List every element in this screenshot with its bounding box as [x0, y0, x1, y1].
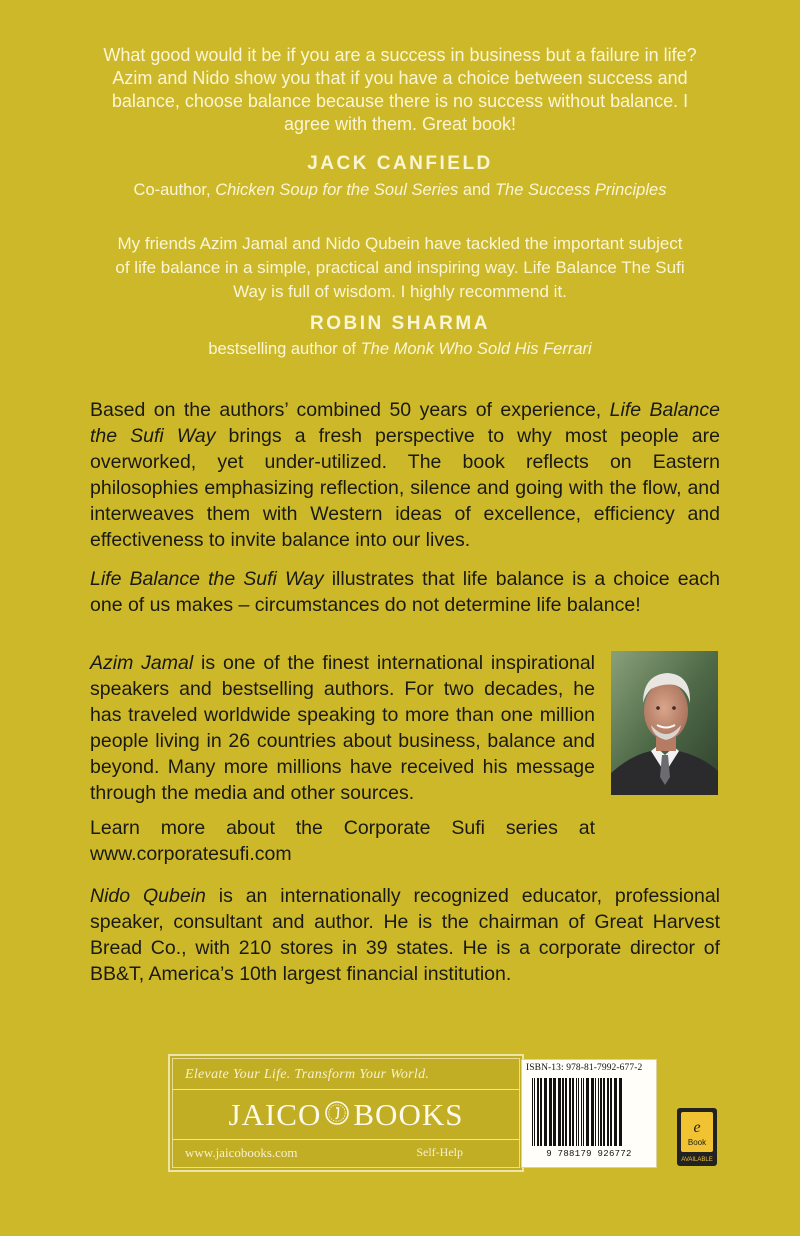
book-title: Life Balance the Sufi Way	[90, 399, 720, 447]
barcode-bar	[576, 1078, 577, 1146]
description-paragraph-2	[90, 566, 720, 618]
role-prefix: Co-author,	[133, 181, 216, 199]
ebook-letter: e	[693, 1119, 701, 1136]
publisher-logo-box	[172, 1058, 520, 1168]
barcode-bar	[610, 1078, 612, 1146]
description-lead: Based on the authors’ combined 50 years of experience,	[90, 399, 610, 421]
role-prefix: bestselling author of	[208, 340, 361, 358]
author-bio-text: is one of the finest international inspirational speakers and bestselling authors. For two decades, he has traveled worldwide speaking to more than one million people living in 26 countries about business, balance and beyond. Many more millions have received his message through the media and other sources.	[90, 652, 595, 804]
barcode-bar	[600, 1078, 602, 1146]
barcode-bar	[603, 1078, 605, 1146]
description-paragraph-1	[90, 397, 720, 553]
barcode-bar	[595, 1078, 596, 1146]
learn-more-text: Learn more about the Corporate Sufi series at www.corporatesufi.com	[90, 817, 595, 865]
author-photo	[611, 651, 718, 795]
divider	[173, 1089, 519, 1090]
barcode-bar	[581, 1078, 582, 1146]
barcode-bar	[598, 1078, 599, 1146]
endorser-role-1	[0, 181, 800, 200]
barcode-digits: 9 788179 926772	[546, 1149, 632, 1159]
barcode-bar	[619, 1078, 622, 1146]
barcode-bar	[583, 1078, 584, 1146]
barcode-bar	[537, 1078, 539, 1146]
ebook-status: AVAILABLE	[681, 1157, 713, 1163]
isbn-label: ISBN-13: 978-81-7992-677-2	[526, 1063, 643, 1073]
barcode-bar	[558, 1078, 561, 1146]
author-name: Nido Qubein	[90, 885, 206, 907]
author-bio-text: is an internationally recognized educator, professional speaker, consultant and author. He is the chairman of Great Harvest Bread Co., with 210 stores in 39 states. He is a corporate director of BB&T, America’s 10th largest financial institution.	[90, 885, 721, 985]
endorser-name-2: ROBIN SHARMA	[310, 313, 490, 334]
divider	[173, 1139, 519, 1140]
barcode-bar	[614, 1078, 617, 1146]
book-category: Self-Help	[416, 1145, 463, 1159]
publisher-tagline: Elevate Your Life. Transform Your World.	[185, 1067, 430, 1082]
publisher-brand	[173, 1095, 519, 1135]
endorser-name-1: JACK CANFIELD	[307, 153, 493, 174]
description-body: brings a fresh perspective to why most people are overworked, yet under-utilized. The book reflects on Eastern philosophies emphasizing reflection, silence and going with the flow, and interweaves them with Western ideas of excellence, efficiency and effectiveness to invite balance into our lives.	[90, 425, 720, 551]
isbn-barcode-box	[521, 1059, 657, 1168]
brand-word: BOOKS	[353, 1097, 464, 1132]
barcode-bar	[591, 1078, 594, 1146]
role-conjunction: and	[458, 181, 495, 199]
barcode-bar	[578, 1078, 579, 1146]
description-body: illustrates that life balance is a choice each one of us makes – circumstances do not determine life balance!	[90, 568, 720, 616]
role-book-title: The Monk Who Sold His Ferrari	[360, 340, 592, 358]
barcode-bar	[586, 1078, 589, 1146]
barcode-bar	[565, 1078, 567, 1146]
barcode-bar	[553, 1078, 556, 1146]
endorser-role-2	[0, 340, 800, 359]
barcode-bar	[572, 1078, 574, 1146]
barcode-bar	[532, 1078, 533, 1146]
barcode-bar	[544, 1078, 547, 1146]
barcode-bar	[569, 1078, 571, 1146]
barcode-graphic	[530, 1078, 648, 1148]
author-bio-azim	[90, 650, 595, 806]
author-bio-nido	[90, 883, 720, 987]
book-title: Life Balance the Sufi Way	[90, 568, 324, 590]
ebook-available-badge	[677, 1108, 717, 1166]
endorsement-quote-1: What good would it be if you are a success in business but a failure in life? Azim and Nido show you that if you have a choice between success and balance, choose balance because there is no success without balance. I agree with them. Great book!	[103, 45, 697, 134]
barcode-bar	[540, 1078, 542, 1146]
barcode-bar	[534, 1078, 535, 1146]
author-name: Azim Jamal	[90, 652, 194, 674]
barcode-bar	[562, 1078, 564, 1146]
barcode-bar	[549, 1078, 552, 1146]
publisher-seal-icon	[325, 1097, 349, 1133]
role-book-title: The Success Principles	[494, 181, 667, 199]
brand-word: JAICO	[228, 1097, 322, 1132]
publisher-website: www.jaicobooks.com	[185, 1145, 298, 1160]
barcode-bar	[607, 1078, 609, 1146]
endorsement-quote-2: My friends Azim Jamal and Nido Qubein have tackled the important subject of life balance in a simple, practical and inspiring way. Life Balance The Sufi Way is full of wisdom. I highly recommend it.	[115, 234, 685, 301]
ebook-word: Book	[687, 1138, 707, 1147]
role-book-title: Chicken Soup for the Soul Series	[215, 181, 459, 199]
